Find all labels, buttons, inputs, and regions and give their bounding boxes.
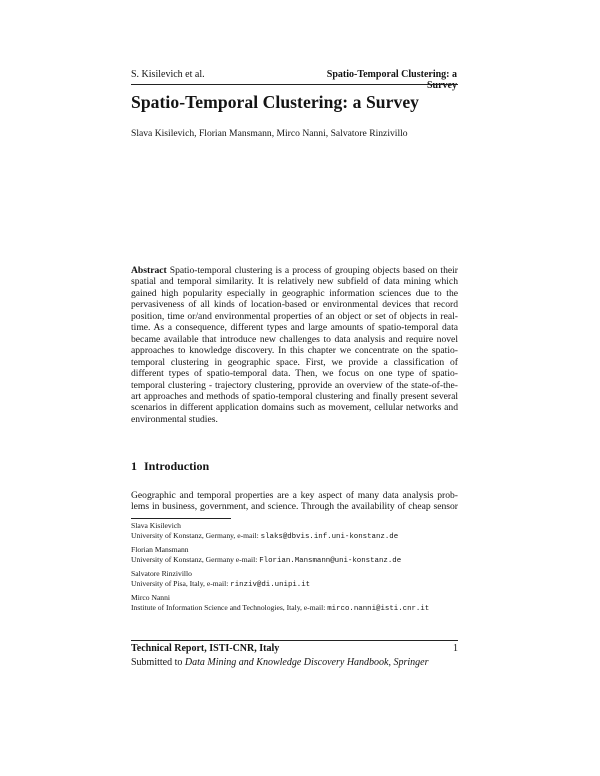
submission-venue: Data Mining and Knowledge Discovery Handbook, Springer: [184, 657, 429, 668]
section-number: 1: [131, 459, 137, 473]
running-head-authors: S. Kisilevich et al.: [131, 69, 205, 80]
footnote-affiliation: University of Konstanz, Germany, e-mail:: [131, 530, 259, 540]
abstract-text: Spatio-temporal clustering is a process of grouping objects based on their spatial and temporal similarity. It is relatively new subfield of data mining which gained high popularity especially in geographic information sciences due to the pervasiveness of all kinds of location-based or environmental devices that record position, time or/and environmental properties of an object or set of objects in real-time. As a consequence, different types and large amounts of spatio-temporal data became available that introduce new challenges to data analysis and require novel approaches to knowledge discovery. In this chapter we concentrate on the spatio-temporal clustering in geographic space. First, we provide a classification of different types of spatio-temporal data. Then, we focus on one type of spatio-temporal clustering - trajectory clustering, pprovide an overview of the state-of-the-art approaches and methods of spatio-temporal clustering and finally present several scenarios in different application domains such as movement, cellular networks and environmental studies.: [131, 265, 458, 425]
submission-note: [131, 657, 429, 668]
footnote-email[interactable]: Florian.Mansmann@uni-konstanz.de: [259, 556, 402, 565]
footnote-name: Florian Mansmann: [131, 545, 189, 554]
report-label: Technical Report, ISTI-CNR, Italy: [131, 643, 280, 654]
footnote-email[interactable]: mirco.nanni@isti.cnr.it: [327, 604, 430, 613]
abstract: [131, 265, 458, 425]
footnote-name: Salvatore Rinzivillo: [131, 569, 192, 578]
running-head-title: Spatio-Temporal Clustering: a Survey: [326, 69, 457, 91]
submission-prefix: Submitted to: [131, 657, 183, 668]
footnote-rule: [131, 518, 231, 519]
footnote-affiliation: University of Pisa, Italy, e-mail:: [131, 578, 229, 588]
page-number: 1: [453, 643, 458, 654]
section-title: Introduction: [144, 459, 210, 473]
intro-line-2: lems in business, government, and science. Through the availability of cheap sensor: [131, 501, 458, 513]
intro-paragraph: [131, 490, 458, 513]
section-heading: [131, 459, 209, 474]
footnote-affiliation: Institute of Information Science and Technologies, Italy, e-mail:: [131, 602, 326, 612]
footnote-affiliation: University of Konstanz, Germany e-mail:: [131, 554, 258, 564]
footnote-author-1: [131, 521, 461, 543]
footnote-author-2: [131, 545, 461, 567]
footnote-email[interactable]: rinziv@di.unipi.it: [230, 580, 311, 589]
footnote-name: Mirco Nanni: [131, 593, 171, 602]
footnote-author-4: [131, 593, 461, 615]
paper-title: Spatio-Temporal Clustering: a Survey: [131, 92, 420, 112]
footnote-name: Slava Kisilevich: [131, 521, 181, 530]
footnote-author-3: [131, 569, 461, 591]
footer-rule: [131, 640, 458, 641]
footnote-email[interactable]: slaks@dbvis.inf.uni-konstanz.de: [260, 532, 399, 541]
abstract-label: Abstract: [131, 265, 167, 276]
header-rule: [131, 84, 458, 85]
author-list: Slava Kisilevich, Florian Mansmann, Mirco Nanni, Salvatore Rinzivillo: [131, 128, 408, 139]
intro-line-1: Geographic and temporal properties are a key aspect of many data analysis prob-: [131, 490, 458, 501]
